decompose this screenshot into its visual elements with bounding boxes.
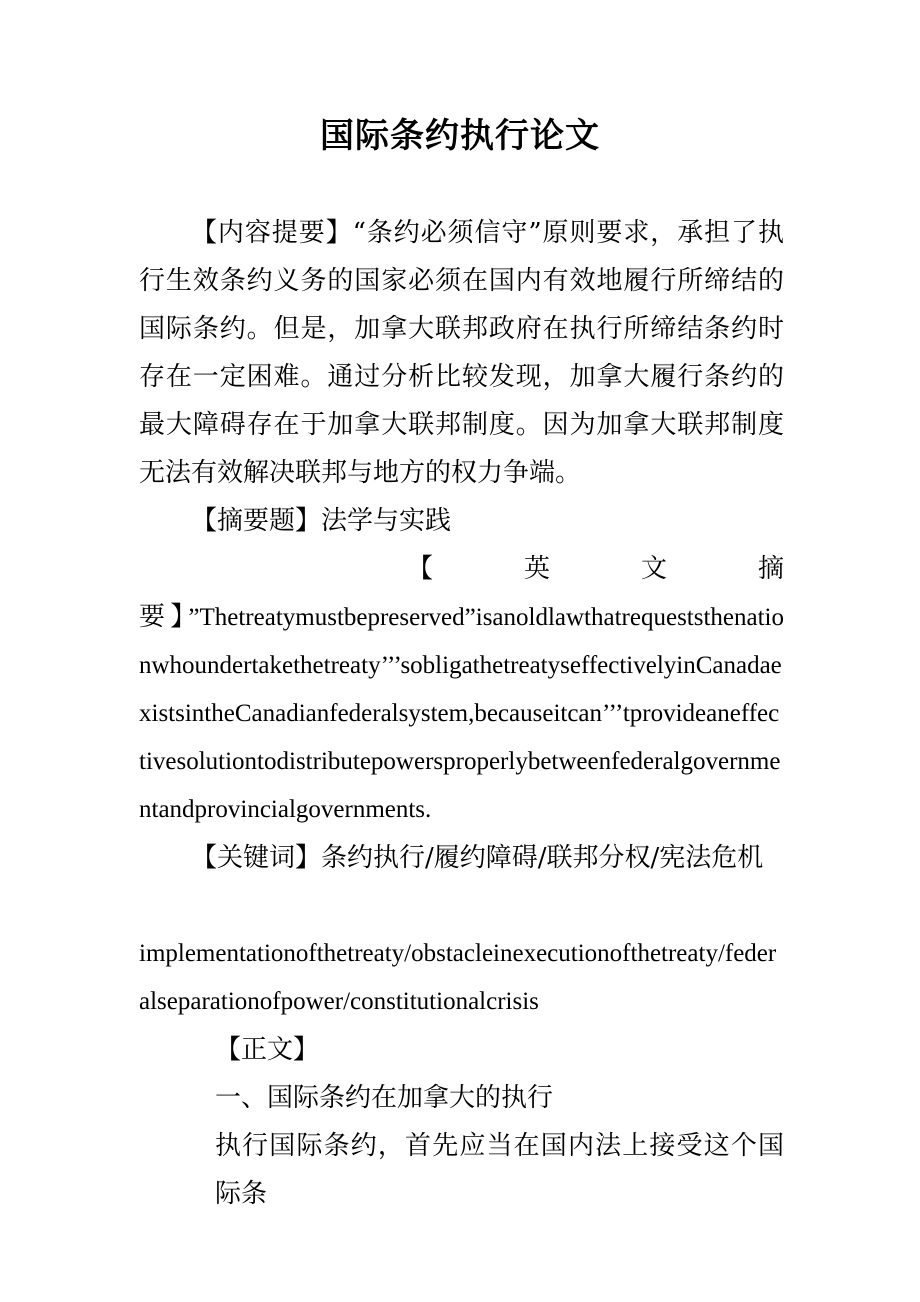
english-abstract-heading-char: 文 bbox=[640, 554, 667, 584]
english-abstract-label-tail: 要】 bbox=[139, 602, 189, 632]
abstract-label: 【内容提要】 bbox=[191, 218, 353, 248]
english-abstract-heading-char: 英 bbox=[523, 554, 550, 584]
english-abstract-heading bbox=[139, 545, 784, 593]
blank-line bbox=[139, 882, 784, 930]
english-keywords-paragraph: implementationofthetreaty/obstacleinexecutionofthetreaty/federalseparationofpower/constitutionalcrisis bbox=[139, 940, 777, 1015]
abstract-text: “条约必须信守”原则要求，承担了执行生效条约义务的国家必须在国内有效地履行所缔结的国际条约。但是，加拿大联邦政府在执行所缔结条约时存在一定困难。通过分析比较发现，加拿大履行条约的最大障碍存在于加拿大联邦制度。因为加拿大联邦制度无法有效解决联邦与地方的权力争端。 bbox=[139, 218, 784, 488]
english-abstract-text: ”Thetreatymustbepreserved”isanoldlawthatrequeststhenationwhoundertakethetreaty’’’sobligathetreatyseffectivelyinCanadaexistsintheCanadianfederalsystem,becauseitcan’’’tprovideaneffectivesolutiontodistributepowersproperlybetweenfederalgovernmentandprovincialgovernments. bbox=[139, 604, 784, 823]
keywords-label: 【关键词】 bbox=[191, 843, 322, 873]
topic-text: 法学与实践 bbox=[321, 506, 452, 536]
english-abstract-heading-char: 摘 bbox=[757, 554, 784, 584]
english-abstract-heading-char: 【 bbox=[407, 554, 434, 584]
english-abstract-paragraph bbox=[139, 593, 784, 834]
topic-label: 【摘要题】 bbox=[191, 506, 322, 536]
section-heading: 一、国际条约在加拿大的执行 bbox=[215, 1083, 554, 1113]
body-paragraph: 执行国际条约，首先应当在国内法上接受这个国际条 bbox=[215, 1131, 784, 1209]
abstract-paragraph bbox=[139, 209, 784, 497]
document-title: 国际条约执行论文 bbox=[320, 116, 600, 156]
topic-paragraph bbox=[191, 497, 784, 545]
body-label-paragraph: 【正文】 bbox=[215, 1035, 320, 1065]
keywords-paragraph bbox=[191, 834, 784, 882]
document-body bbox=[139, 209, 784, 1218]
keywords-text: 条约执行/履约障碍/联邦分权/宪法危机 bbox=[321, 843, 764, 873]
